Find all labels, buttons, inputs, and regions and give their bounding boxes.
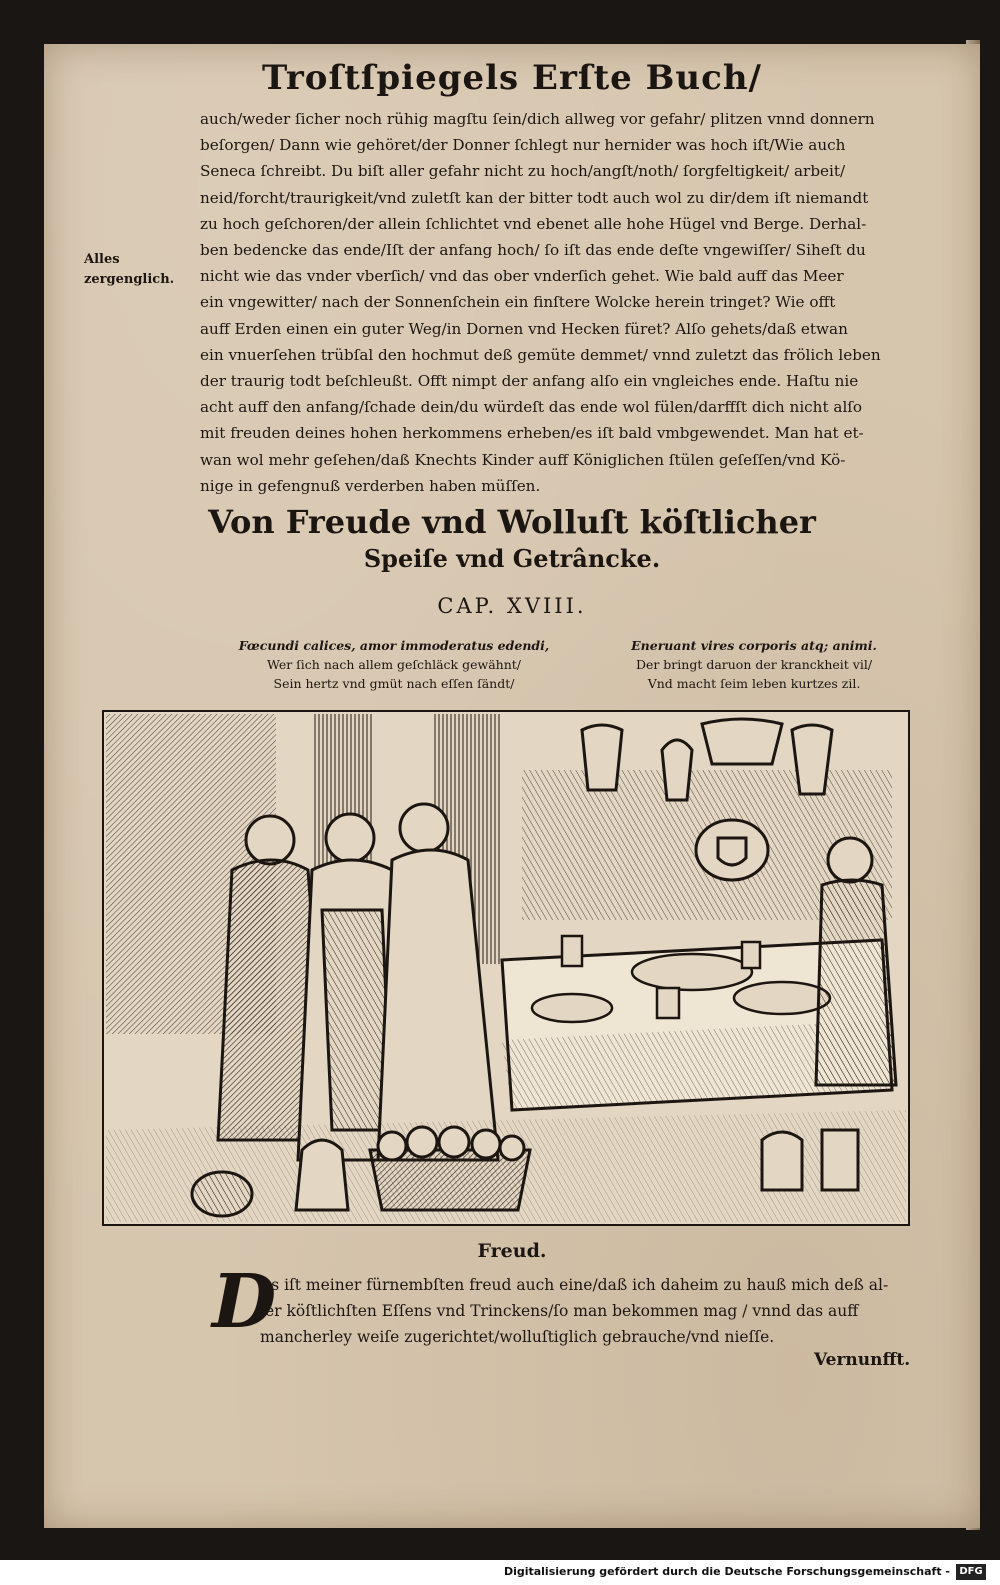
speaker-label: Freud.: [477, 1240, 547, 1262]
chapter-title-line-1: Von Freude vnd Wolluſt köſtlicher: [208, 503, 816, 541]
drop-cap: D: [212, 1259, 277, 1345]
body-line: nicht wie das vnder vberſich/ vnd das ober vnderſich gehet. Wie bald auff das Meer: [200, 267, 844, 286]
basket-of-bread: [370, 1127, 530, 1210]
verse-latin-left: Fœcundi calices, amor immoderatus edendi,: [238, 638, 550, 653]
chapter-title: [44, 502, 980, 576]
book-page: [44, 44, 980, 1528]
body-line: ein vngewitter/ nach der Sonnenſchein ein finſtere Wolcke herein tringet? Wie offt: [200, 293, 836, 312]
body-line: auff Erden einen ein guter Weg/in Dornen vnd Hecken füret? Alſo gehets/daß etwan: [200, 319, 848, 338]
catchword: Vernunfft.: [814, 1350, 911, 1370]
margin-note: Alles zergenglich.: [84, 252, 175, 287]
verse-german-left-2: Sein hertz vnd gmüt nach eſſen ſändt/: [273, 676, 515, 691]
woodcut-illustration: [102, 710, 910, 1226]
footer-bar: [0, 1560, 1000, 1585]
verse-latin-right: Eneruant vires corporis atq; animi.: [631, 638, 877, 653]
verse-german-right-2: Vnd macht ſeim leben kurtzes zil.: [647, 676, 861, 691]
verse-right: [584, 636, 924, 693]
verse-german-left-1: Wer ſich nach allem geſchläck gewähnt/: [267, 657, 521, 672]
body-line: ein vnuerſehen trübſal den hochmut deß gemüte demmet/ vnnd zuletzt das frölich leben: [200, 345, 881, 364]
body-line: acht auff den anfang/ſchade dein/du würdeſt das ende wol fülen/darffſt dich nicht alſo: [200, 398, 863, 417]
body-line: wan wol mehr geſehen/daß Knechts Kinder auff Königlichen ſtülen geſeſſen/vnd Kö-: [200, 450, 846, 469]
verse-german-right-1: Der bringt daruon der kranckheit vil/: [635, 657, 873, 672]
dialogue-line: As iſt meiner fürnembſten freud auch eine/daß ich daheim zu hauß mich deß al-: [260, 1276, 889, 1294]
body-line: neid/forcht/traurigkeit/vnd zuletſt kan der bitter todt auch wol zu dir/dem iſt niemandt: [200, 188, 869, 207]
body-line: zu hoch geſchoren/der allein ſchlichtet vnd ebenet alle hohe Hügel vnd Berge. Derhal-: [200, 214, 867, 233]
verse-left: [224, 636, 564, 693]
running-head: Troſtſpiegels Erſte Buch/: [262, 58, 762, 98]
body-line: Seneca ſchreibt. Du biſt aller gefahr nicht zu hoch/angſt/noth/ ſorgfeltigkeit/ arbeit/: [200, 162, 846, 181]
chapter-title-line-2: Speiſe vnd Getrâncke.: [363, 544, 661, 573]
guest-figures: [218, 804, 498, 1160]
motto-verses: [224, 636, 924, 704]
body-text: [200, 106, 960, 499]
body-line: beſorgen/ Dann wie gehöret/der Donner ſchlegt nur hernider was hoch iſt/Wie auch: [200, 136, 846, 155]
body-line: ben bedencke das ende/Iſt der anfang hoch/ ſo iſt das ende deſte vngewiſſer/ Siheſt du: [200, 241, 866, 260]
body-line: auch/weder ſicher noch rühig magſtu ſein/dich allweg vor gefahr/ plitzen vnnd donnern: [200, 110, 875, 128]
chapter-number: CAP. XVIII.: [437, 594, 587, 618]
funding-notice: Digitalisierung gefördert durch die Deutsche Forschungsgemeinschaft -: [503, 1565, 950, 1578]
body-line: nige in gefengnuß verderben haben müſſen.: [200, 476, 541, 495]
dialogue-line: ler köſtlichſten Eſſens vnd Trinckens/ſo man bekommen mag / vnnd das auff: [260, 1302, 859, 1320]
dialogue-text: [260, 1272, 960, 1350]
dfg-logo: DFG: [956, 1564, 986, 1580]
body-line: mit freuden deines hohen herkommens erheben/es iſt bald vmbgewendet. Man hat et-: [200, 424, 864, 443]
dialogue-line: mancherley weiſe zugerichtet/wolluſtiglich gebrauche/vnd nieſſe.: [260, 1328, 775, 1346]
body-line: der traurig todt beſchleußt. Offt nimpt der anfang alſo ein vngleiches ende. Haſtu nie: [200, 372, 859, 391]
